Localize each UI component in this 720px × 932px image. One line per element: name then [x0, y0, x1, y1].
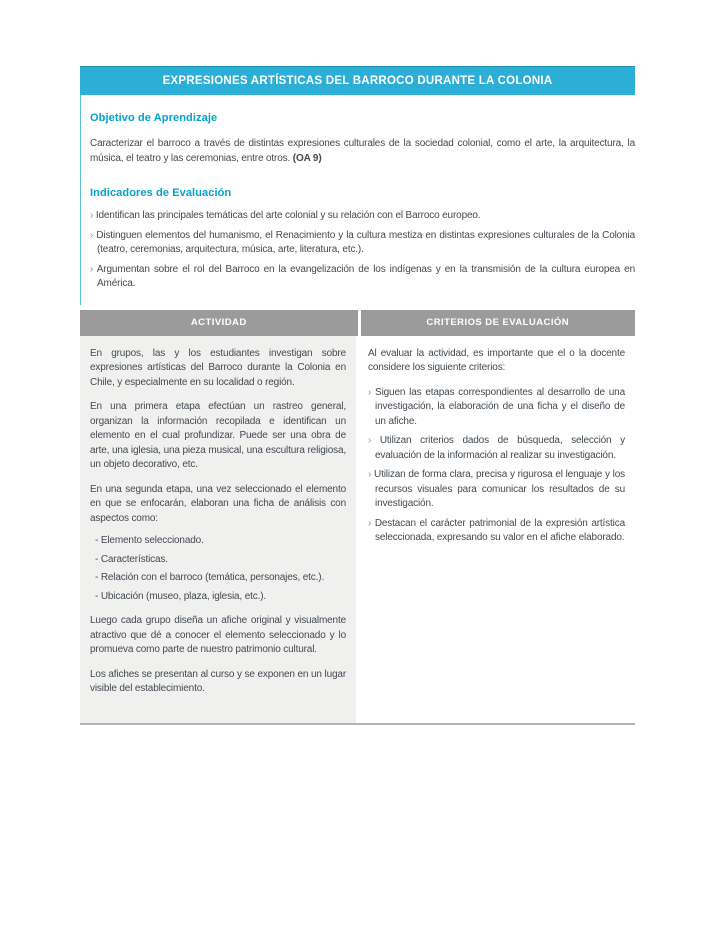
column-header-criterios: CRITERIOS DE EVALUACIÓN: [358, 310, 636, 336]
criteria-item-text: Siguen las etapas correspondientes al desarrollo de una investigación, la elaboración de una ficha y el diseño de un afiche.: [375, 386, 625, 427]
ficha-aspect-text: Ubicación (museo, plaza, iglesia, etc.).: [100, 590, 267, 602]
ficha-aspect-item: [95, 571, 346, 586]
indicator-item: [90, 229, 635, 258]
evaluation-table: [80, 310, 635, 725]
dash-bullet-icon: -: [95, 535, 99, 546]
ficha-aspect-item: [95, 534, 346, 549]
criteria-item: [368, 434, 625, 463]
criteria-cell: [359, 336, 635, 723]
objective-body-text: Caracterizar el barroco a través de distintas expresiones culturales de la sociedad colonial, como el arte, la arquitectura, la música, el teatro y las ceremonias, entre otros.: [90, 138, 635, 164]
criteria-item-text: Utilizan de forma clara, precisa y rigurosa el lenguaje y los recursos visuales para comunicar los resultados de su investigación.: [374, 469, 625, 509]
objective-body: [90, 137, 635, 166]
indicator-item-text: Identifican las principales temáticas del arte colonial y su relación con el Barroco europeo.: [95, 210, 481, 221]
chevron-bullet-icon: ›: [90, 263, 94, 275]
ficha-aspect-item: [95, 553, 346, 568]
criteria-item: [368, 468, 625, 512]
criteria-list: [368, 386, 625, 546]
banner: [80, 66, 635, 95]
activity-paragraph: Luego cada grupo diseña un afiche original y visualmente atractivo que dé a conocer el elemento seleccionado y lo promueva como parte de nuestro patrimonio cultural.: [90, 615, 346, 655]
dash-bullet-icon: -: [95, 572, 99, 583]
criteria-item: [368, 386, 625, 430]
indicator-item-text: Argumentan sobre el rol del Barroco en la evangelización de los indígenas y en la transmisión de la cultura europea en América.: [96, 263, 636, 289]
table-header-row: [80, 310, 635, 336]
activity-paragraph: En grupos, las y los estudiantes investigan sobre expresiones artísticas del Barroco durante la Colonia en Chile, y especialmente en su localidad o región.: [90, 347, 346, 388]
chevron-bullet-icon: ›: [368, 435, 372, 446]
table-body-row: [80, 336, 635, 725]
objective-heading: Objetivo de Aprendizaje: [90, 112, 218, 124]
criteria-item-text: Utilizan criterios dados de búsqueda, selección y evaluación de la información al realizar su investigación.: [375, 435, 625, 461]
indicator-list: [90, 209, 635, 292]
activity-paragraph: En una primera etapa efectúan un rastreo general, organizan la información recopilada e identifican un elemento en el cual profundizar. Puede ser una obra de arte, una iglesia, una pieza musical, una escultura religiosa, un objeto decorativo, etc.: [90, 401, 346, 470]
chevron-bullet-icon: ›: [368, 386, 372, 398]
dash-bullet-icon: -: [95, 590, 99, 602]
criteria-item-text: Destacan el carácter patrimonial de la expresión artística seleccionada, expresando su valor en el afiche elaborado.: [374, 517, 625, 543]
chevron-bullet-icon: ›: [90, 229, 94, 241]
content-block: [80, 66, 635, 725]
activity-paragraph: En una segunda etapa, una vez seleccionado el elemento en que se enfocarán, elaboran una ficha de análisis con aspectos como:: [90, 483, 346, 524]
banner-title: EXPRESIONES ARTÍSTICAS DEL BARROCO DURANTE LA COLONIA: [162, 75, 553, 87]
column-header-actividad: ACTIVIDAD: [190, 317, 247, 328]
activity-paragraph: Los afiches se presentan al curso y se exponen en un lugar visible del establecimiento.: [90, 668, 346, 694]
indicator-item: [90, 209, 635, 224]
criteria-intro: Al evaluar la actividad, es importante que el o la docente considere los siguiente criterios:: [368, 347, 625, 373]
ficha-aspect-item: [95, 590, 346, 605]
dash-bullet-icon: -: [95, 553, 99, 565]
ficha-aspect-text: Relación con el barroco (temática, personajes, etc.).: [100, 572, 325, 583]
chevron-bullet-icon: ›: [368, 517, 372, 529]
chevron-bullet-icon: ›: [90, 210, 94, 221]
indicators-heading: Indicadores de Evaluación: [90, 187, 232, 199]
oa-code: (OA 9): [292, 152, 322, 164]
activity-cell: [80, 336, 356, 723]
intro-section: [80, 95, 635, 305]
criteria-item: [368, 517, 625, 546]
chevron-bullet-icon: ›: [368, 469, 372, 480]
ficha-aspect-text: Características.: [100, 553, 168, 565]
ficha-aspect-list: [90, 534, 346, 604]
indicator-item: [90, 263, 635, 292]
ficha-aspect-text: Elemento seleccionado.: [100, 535, 204, 546]
indicator-item-text: Distinguen elementos del humanismo, el Renacimiento y la cultura mestiza en distintas expresiones culturales de la Colonia (teatro, ceremonias, arquitectura, música, arte, literatura, etc.).: [96, 229, 635, 255]
